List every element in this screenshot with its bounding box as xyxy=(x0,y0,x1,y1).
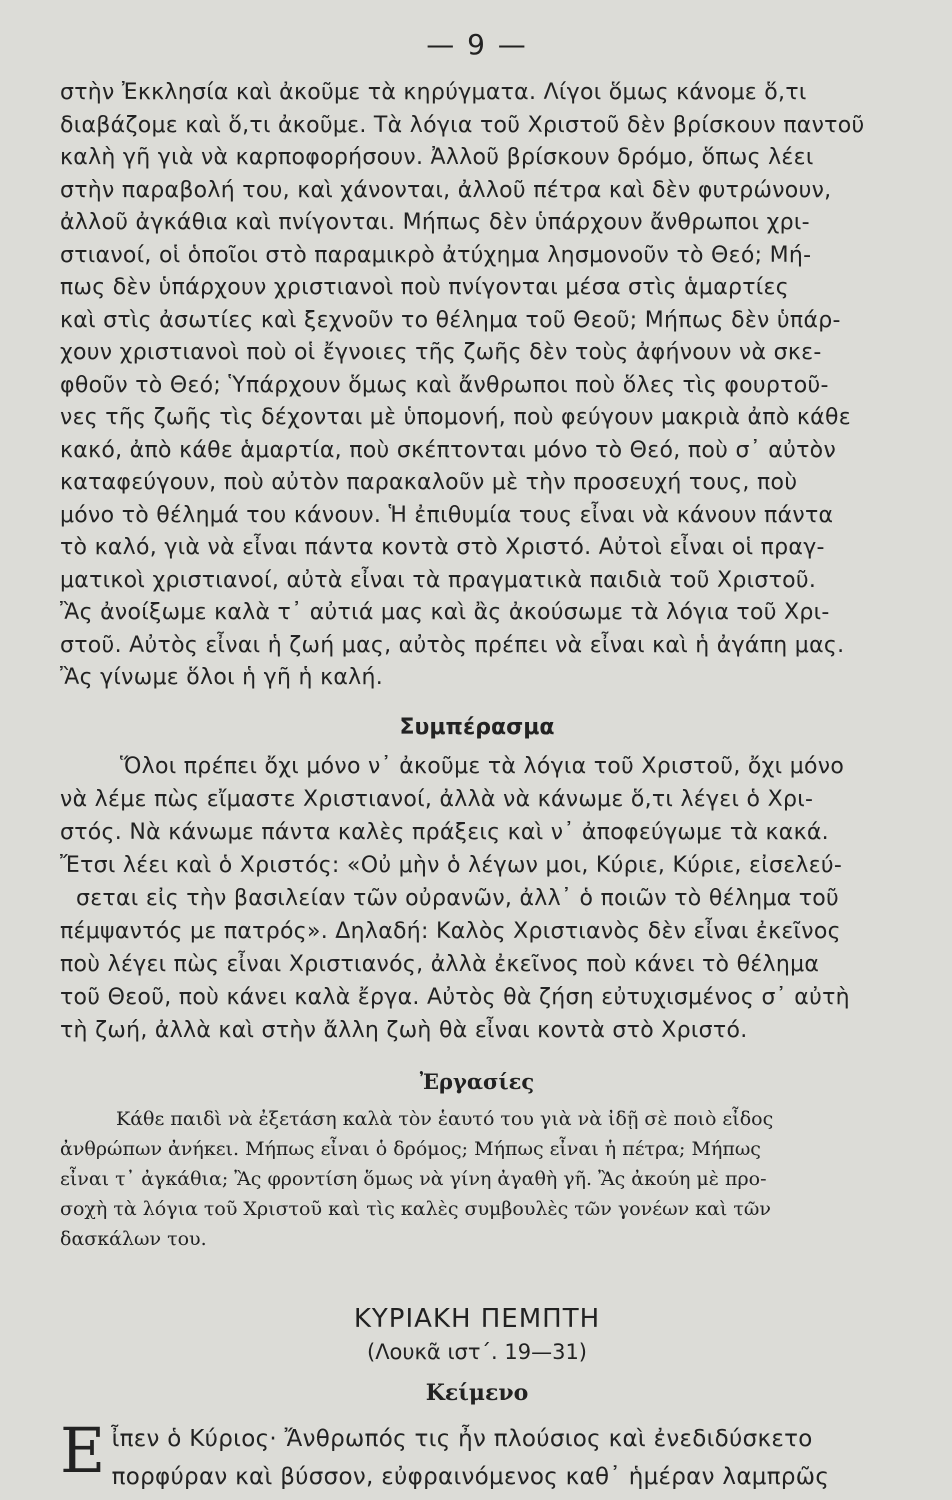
drop-cap: Ε xyxy=(60,1413,106,1487)
text-line: Ἂς γίνωμε ὅλοι ἡ γῆ ἡ καλή. xyxy=(60,665,383,690)
text-line: στιανοί, οἱ ὁποῖοι στὸ παραμικρὸ ἀτύχημα λησμονοῦν τὸ Θεό; Μή- xyxy=(60,242,812,268)
text-line: ἀνθρώπων ἀνήκει. Μήπως εἶναι ὁ δρόμος; Μήπως εἶναι ἡ πέτρα; Μήπως xyxy=(60,1137,761,1160)
text-line: καταφεύγουν, ποὺ αὐτὸν παρακαλοῦν μὲ τὴν προσευχή τους, ποὺ xyxy=(60,470,798,495)
text-line: στὴν Ἐκκλησία καὶ ἀκοῦμε τὰ κηρύγματα. Λίγοι ὅμως κάνομε ὅ,τι xyxy=(60,80,807,105)
text-line: καὶ στὶς ἀσωτίες καὶ ξεχνοῦν το θέλημα τοῦ Θεοῦ; Μήπως δὲν ὑπάρ- xyxy=(60,307,841,333)
text-line: ἶπεν ὁ Κύριος· Ἄνθρωπός τις ἦν πλούσιος καὶ ἐνεδιδύσκετο xyxy=(111,1425,813,1452)
text-line: στός. Νὰ κάνωμε πάντα καλὲς πράξεις καὶ ν᾿ ἀποφεύγωμε τὰ κακά. xyxy=(60,819,829,845)
page-number: — 9 — xyxy=(426,28,528,61)
text-line: τὸ καλό, γιὰ νὰ εἶναι πάντα κοντὰ στὸ Χριστό. Αὐτοὶ εἶναι οἱ πραγ- xyxy=(60,535,825,560)
text-line: δασκάλων του. xyxy=(60,1227,207,1250)
text-line: στοῦ. Αὐτὸς εἶναι ἡ ζωή μας, αὐτὸς πρέπει νὰ εἶναι καὶ ἡ ἀγάπη μας. xyxy=(60,632,845,658)
text-line: χουν χριστιανοὶ ποὺ οἱ ἔγνοιες τῆς ζωῆς δὲν τοὺς ἀφήνουν νὰ σκε- xyxy=(60,340,822,365)
text-line: Ἂς ἀνοίξωμε καλὰ τ᾿ αὐτιά μας καὶ ἂς ἀκούσωμε τὰ λόγια τοῦ Χρι- xyxy=(60,600,830,625)
text-line: Κάθε παιδὶ νὰ ἐξετάση καλὰ τὸν ἑαυτό του γιὰ νὰ ἰδῇ σὲ ποιὸ εἶδος xyxy=(116,1107,774,1130)
chapter-heading: ΚΥΡΙΑΚΗ ΠΕΜΠΤΗ xyxy=(353,1303,601,1334)
text-line: σεται εἰς τὴν βασιλείαν τῶν οὐρανῶν, ἀλλ᾿ ὁ ποιῶν τὸ θέλημα τοῦ xyxy=(76,885,840,911)
text-line: εἶναι τ᾿ ἀγκάθια; Ἂς φροντίση ὅμως νὰ γίνη ἀγαθὴ γῆ. Ἂς ἀκούη μὲ προ- xyxy=(60,1167,767,1190)
text-line: καλὴ γῆ γιὰ νὰ καρποφορήσουν. Ἀλλοῦ βρίσκουν δρόμο, ὅπως λέει xyxy=(60,145,814,170)
paragraph-conclusion xyxy=(60,750,894,1047)
paragraph-main xyxy=(60,77,894,695)
text-line: νὰ λέμε πὼς εἴμαστε Χριστιανοί, ἀλλὰ νὰ κάνωμε ὅ,τι λέγει ὁ Χρι- xyxy=(60,786,814,812)
chapter-reference: (Λουκᾶ ιστ΄. 19—31) xyxy=(367,1339,587,1364)
section-heading-tasks: Ἐργασίες xyxy=(419,1068,535,1094)
text-line: Ὅλοι πρέπει ὄχι μόνο ν᾿ ἀκοῦμε τὰ λόγια τοῦ Χριστοῦ, ὄχι μόνο xyxy=(120,753,845,779)
text-line: ποὺ λέγει πὼς εἶναι Χριστιανός, ἀλλὰ ἐκεῖνος ποὺ κάνει τὸ θέλημα xyxy=(60,951,820,977)
text-label: Κείμενο xyxy=(425,1379,529,1406)
scripture-text xyxy=(60,1413,894,1496)
text-line: στὴν παραβολή του, καὶ χάνονται, ἀλλοῦ πέτρα καὶ δὲν φυτρώνουν, xyxy=(60,177,832,203)
text-line: πορφύραν καὶ βύσσον, εὐφραινόμενος καθ᾿ ἡμέραν λαμπρῶς xyxy=(111,1463,830,1490)
text-line: σοχὴ τὰ λόγια τοῦ Χριστοῦ καὶ τὶς καλὲς συμβουλὲς τῶν γονέων καὶ τῶν xyxy=(60,1197,771,1220)
text-line: φθοῦν τὸ Θεό; Ὑπάρχουν ὅμως καὶ ἄνθρωποι ποὺ ὅλες τὶς φουρτοῦ- xyxy=(60,372,829,398)
text-line: ματικοὶ χριστιανοί, αὐτὰ εἶναι τὰ πραγματικὰ παιδιὰ τοῦ Χριστοῦ. xyxy=(60,567,817,593)
text-line: τὴ ζωή, ἀλλὰ καὶ στὴν ἄλλη ζωὴ θὰ εἶναι κοντὰ στὸ Χριστό. xyxy=(60,1017,748,1043)
text-line: πέμψαντός με πατρός». Δηλαδή: Καλὸς Χριστιανὸς δὲν εἶναι ἐκεῖνος xyxy=(60,918,841,944)
text-line: πως δὲν ὑπάρχουν χριστιανοὶ ποὺ πνίγονται μέσα στὶς ἁμαρτίες xyxy=(60,275,789,300)
section-heading-conclusion: Συμπέρασμα xyxy=(399,714,555,740)
text-line: διαβάζομε καὶ ὅ,τι ἀκοῦμε. Τὰ λόγια τοῦ Χριστοῦ δὲν βρίσκουν παντοῦ xyxy=(60,112,865,138)
text-line: μόνο τὸ θέλημά του κάνουν. Ἡ ἐπιθυμία τους εἶναι νὰ κάνουν πάντα xyxy=(60,502,834,528)
paragraph-tasks xyxy=(60,1104,894,1254)
text-line: νες τῆς ζωῆς τὶς δέχονται μὲ ὑπομονή, ποὺ φεύγουν μακριὰ ἀπὸ κάθε xyxy=(60,405,851,430)
text-line: κακό, ἀπὸ κάθε ἁμαρτία, ποὺ σκέπτονται μόνο τὸ Θεό, ποὺ σ᾿ αὐτὸν xyxy=(60,437,837,463)
text-line: τοῦ Θεοῦ, ποὺ κάνει καλὰ ἔργα. Αὐτὸς θὰ ζήση εὐτυχισμένος σ᾿ αὐτὴ xyxy=(60,984,850,1010)
text-line: ἀλλοῦ ἀγκάθια καὶ πνίγονται. Μήπως δὲν ὑπάρχουν ἄνθρωποι χρι- xyxy=(60,210,810,235)
text-line: Ἔτσι λέει καὶ ὁ Χριστός: «Οὐ μὴν ὁ λέγων μοι, Κύριε, Κύριε, εἰσελεύ- xyxy=(60,852,843,878)
